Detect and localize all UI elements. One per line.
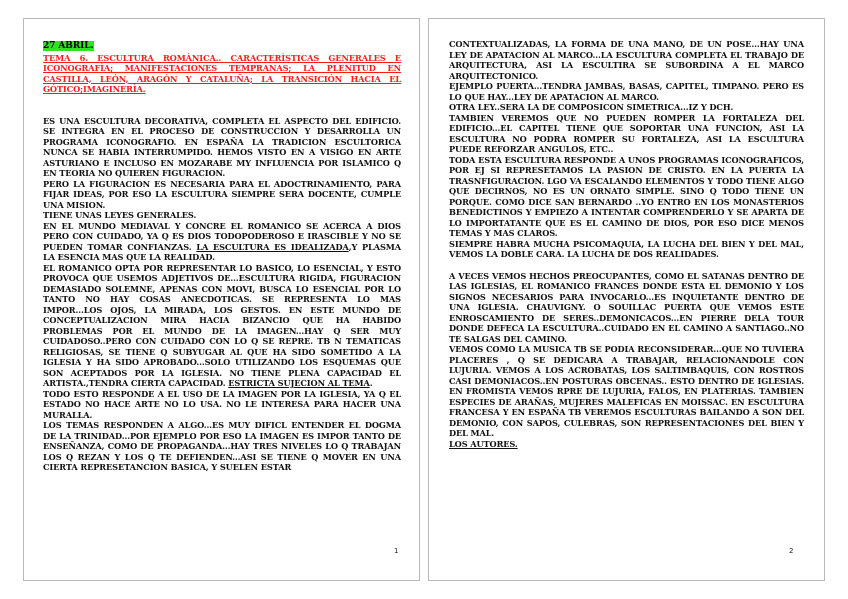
paragraph: EJEMPLO PUERTA...TENDRA JAMBAS, BASAS, CAPITEL, TIMPANO. PERO ES LO QUE HAY...LEY DE APATACION AL MARCO.	[449, 81, 804, 102]
document-page-2	[428, 18, 825, 581]
paragraph-text: EL ROMANICO OPTA POR REPRESENTAR LO BASICO, LO ESENCIAL, Y ESTO PROVOCA QUE USEMOS ADJETIVOS DE...ESCULTURA RIGIDA, FIGURACION DEMASIADO SOLEMNE, APENAS CON MOVI, BUSCA LO ESENCIAL POR LO TANTO NO HAY COSAS ANECDOTICAS. SE REPRESENTA LO MAS IMPOR...LOS OJOS, LA MIRADA, LOS GESTOS. EN ESTE MUNDO DE CONCEPTUALIZACION MIRA HACIA BIZANCIO QUE HA HABIDO PROBLEMAS POR EL MUNDO DE LA IMAGEN...HAY Q SER MUY CUIDADOSO..PERO CON CUIDADO CON LO Q SE REPRE. TB N TEMATICAS RELIGIOSAS, SE TIENE Q SUBYUGAR AL QUE HA SIDO SOMETIDO A LA IGLESIA Y HA SIDO APROBADO...SOLO UTILIZANDO LOS ESQUEMAS QUE SON ACEPTADOS POR LA IGLESIA. NO TIENE PLENA CAPACIDAD EL ARTISTA.,TENDRA CIERTA CAPACIDAD.	[43, 262, 401, 388]
paragraph: PERO LA FIGURACION ES NECESARIA PARA EL ADOCTRINAMIENTO, PARA FIJAR IDEAS, POR ESO LA ESCULTURA SIEMPRE SERA DOCENTE, CUMPLE UNA MISION.	[43, 178, 401, 210]
document-page-1	[23, 18, 420, 581]
paragraph: TODO ESTO RESPONDE A EL USO DE LA IMAGEN POR LA IGLESIA, YA Q EL ESTADO NO HACE ARTE NO LO USA. NO LE INTERESA PARA HACER UNA MURALLA.	[43, 388, 401, 420]
page-1-content	[43, 40, 401, 473]
page-number: 2	[789, 547, 794, 555]
paragraph: SIEMPRE HABRA MUCHA PSICOMAQUIA, LA LUCHA DEL BIEN Y DEL MAL, VEMOS LA DOBLE CARA. LA LUCHA DE DOS REALIDADES.	[449, 238, 804, 259]
paragraph: TAMBIEN VEREMOS QUE NO PUEDEN ROMPER LA FORTALEZA DEL EDIFICIO...EL CAPITEL TIENE QUE SOPORTAR UNA FUNCION, ASI LA ESCULTURA NO PODRA ROMPER SU FORTALEZA, ASI LA ESCULTURA PUEDE REFORZAR ANGULOS, ETC..	[449, 112, 804, 154]
section-heading: LOS AUTORES.	[449, 438, 518, 449]
paragraph-text: EN EL MUNDO MEDIAVAL Y CONCRE EL ROMANICO SE ACERCA A DIOS PERO CON CUIDADO, YA Q ES DIOS TODOPODEROSO E IRASCIBLE Y NO SE PUEDEN TOMAR CONFIANZAS.	[43, 220, 401, 252]
paragraph: ES UNA ESCULTURA DECORATIVA, COMPLETA EL ASPECTO DEL EDIFICIO. SE INTEGRA EN EL PROCESO DE CONSTRUCCION Y DESARROLLA UN PROGRAMA ICONOGRAFIO. EN ESPAÑA LA TRADICION ESCULTORICA NUNCA SE HABIA INTERRUMPIDO. HEMOS VISTO EN A VISIGO EN ARTE ASTURIANO E INCLUSO EN MOZARABE MY INFLUENCIA POR ISLAMICO Q EN TEORIA NO QUIEREN FIGURACION.	[43, 115, 401, 178]
paragraph: OTRA LEY..SERA LA DE COMPOSICON SIMETRICA...IZ Y DCH.	[449, 102, 734, 112]
lesson-title-text: TEMA 6. ESCULTURA ROMÀNICA.. CARACTERÌSTICAS GENERALES E ICONOGRAFÌA; MANIFESTACIONES TEMPRANAS; LA PLENITUD EN CASTILLA, LEÓN, ARAGÓN Y CATALUÑA; LA TRANSICIÓN HACIA EL GÓTICO;IMAGINERÌA.	[43, 52, 401, 94]
paragraph: CONTEXTUALIZADAS, LA FORMA DE UNA MANO, DE UN POSE...HAY UNA LEY DE APATACION AL MARCO...LA ESCULTURA COMPLETA EL TRABAJO DE ARQUITECTURA, ASI LA ESCULTIRA SE SUBORDINA A EL MARCO ARQUITECTONICO.	[449, 39, 804, 81]
paragraph: VEMOS COMO LA MUSICA TB SE PODIA RECONSIDERAR...QUE NO TUVIERA PLACERES , Q SE DEDICARA A TRABAJAR, RELACIONANDOLE CON LUJURIA. VEMOS A LOS ACROBATAS, LOS SALTIMBAQUIS, CON ROSTROS CASI DEMONIACOS..EN POSTURAS OBCENAS.. ESTO DENTRO DE IGLESIAS. EN FROMISTA VEMOS RPRE DE LUJURIA, FALOS, EN PLATERIAS. TAMBIEN ESPECIES DE ARAÑAS, MUJERES MALEFICAS EN MOISSAC. EN ESCULTURA FRANCESA Y EN ESPAÑA TB VEREMOS ESCULTURAS BAILANDO A SON DEL DEMONIO, CON SAPOS, CULEBRAS, SON REPRESENTACIONES DEL BIEN Y DEL MAL.	[449, 344, 804, 438]
paragraph: TODA ESTA ESCULTURA RESPONDE A UNOS PROGRAMAS ICONOGRAFICOS, POR EJ SI REPRESETAMOS LA PASION DE CRISTO. EN LA PUERTA LA TRASNFIGURACION. LGO VA ESCALANDO ELEMENTOS Y TODO TIENE ALGO QUE DECIRNOS, NO ES UN ORNATO SIMPLE. SINO Q TODO TIENE UN PORQUE. COMO DICE SAN BERNARDO ..YO ENTRO EN LOS MONASTERIOS BENEDICTINOS Y EMPIEZO A INTENTAR COMPRENDERLO Y SE APARTA DE LO IMPORTATANTE QUE ES EL CAMINO DE DIOS, POR ESO DICE MENOS TEMAS Y MAS CLAROS.	[449, 154, 804, 238]
paragraph	[43, 263, 401, 389]
paragraph: TIENE UNAS LEYES GENERALES.	[43, 210, 197, 220]
paragraph: LOS TEMAS RESPONDEN A ALGO...ES MUY DIFICL ENTENDER EL DOGMA DE LA TRINIDAD...POR EJEMPLO POR ESO LA IMAGEN ES IMPOR TANTO DE ENSEÑANZA, COMO DE PROPAGANDA...HAY TRES NIVELES LO Q TRABAJAN LOS Q REZAN Y LOS Q TE DEFIENDEN...ASI SE TIENE Q MOVER EN UNA CIERTA REPRESETANCION BASICA, Y SUELEN ESTAR	[43, 420, 401, 472]
lesson-date	[43, 40, 401, 52]
page-number: 1	[394, 547, 399, 555]
paragraph: A VECES VEMOS HECHOS PREOCUPANTES, COMO EL SATANAS DENTRO DE LAS IGLESIAS, EL ROMANICO FRANCES DONDE ESTA EL DEMONIO Y LOS SIGNOS NECESARIOS PARA INVOCARLO...ES INQUIETANTE DENTRO DE UNA IGLESIA. CHAUVIGNY. O SOUILLAC PUERTA QUE VEMOS ESTE ENROSCAMIENTO DE SERES..DEMONICACOS...EN PIERRE DELA TOUR DONDE DEFECA LA ESCULTURA..CUIDADO EN EL CAMINO A SANTIAGO..NO TE SALGAS DEL CAMINO.	[449, 270, 804, 344]
paragraph-text: .	[369, 378, 373, 388]
page-2-content	[449, 39, 804, 449]
underlined-text: ESTRICTA SUJECION AL TEMA	[228, 378, 370, 388]
date-highlight: 27 ABRIL.	[43, 41, 94, 51]
lesson-title	[43, 53, 401, 95]
paragraph-text: ,Y PLASMA LA ESENCIA MAS QUE LA REALIDAD.	[43, 241, 401, 262]
paragraph	[43, 221, 401, 263]
underlined-text: LA ESCULTURA ES IDEALIZADA	[196, 241, 349, 252]
